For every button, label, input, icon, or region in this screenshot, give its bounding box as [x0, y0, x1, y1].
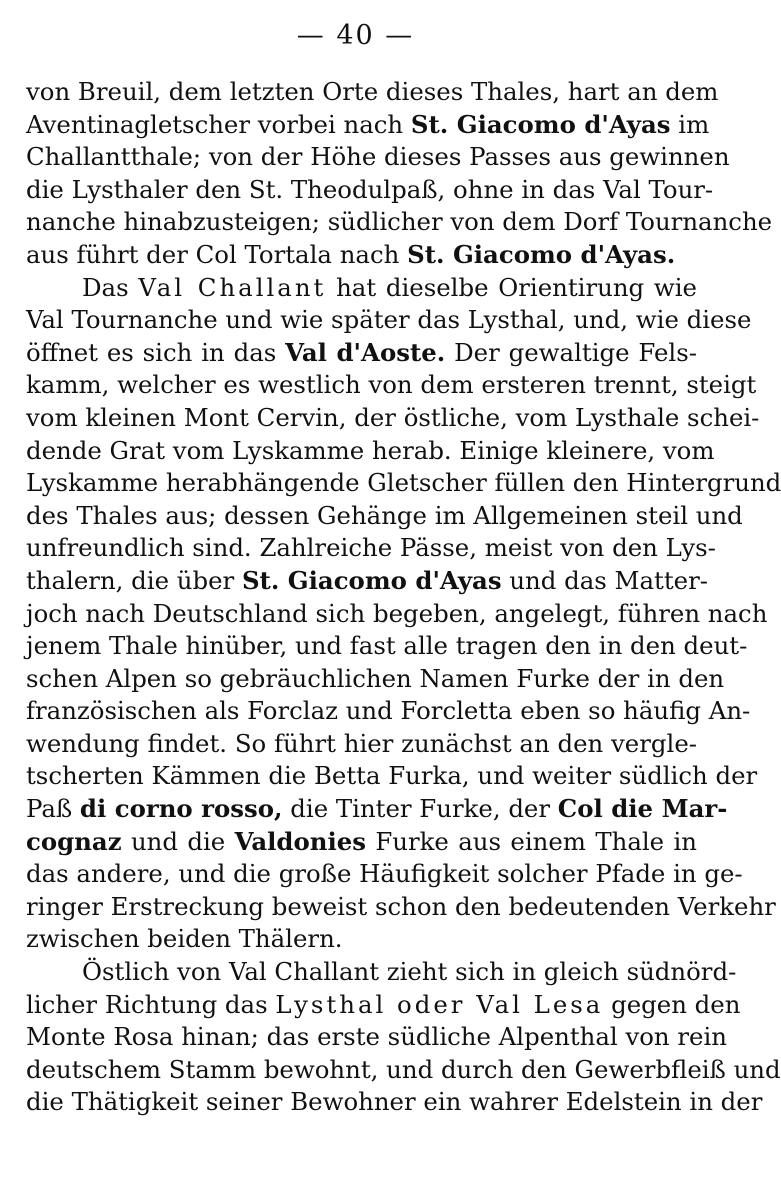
text-line: deutschem Stamm bewohnt, und durch den Gewerbfleiß und — [26, 1054, 781, 1084]
text-line: des Thales aus; dessen Gehänge im Allgemeinen steil und — [26, 500, 743, 530]
text-line: das andere, und die große Häufigkeit solcher Pfade in ge- — [26, 859, 743, 889]
text-line: jenem Thale hinüber, und fast alle tragen den in den deut- — [26, 631, 748, 661]
text-line: Paß di corno rosso, die Tinter Furke, der Col die Mar- — [26, 794, 728, 824]
text-line: licher Richtung das Lysthal oder Val Lesa gegen den — [26, 989, 741, 1019]
emphasis: Val Challant — [138, 272, 327, 302]
place-name: di corno rosso, — [79, 794, 283, 824]
text-line: dende Grat vom Lyskamme herab. Einige kleinere, vom — [26, 435, 715, 465]
place-name: St. Giacomo d'Ayas. — [407, 239, 676, 269]
text-line: cognaz und die Valdonies Furke aus einem Thale in — [26, 826, 697, 856]
place-name: Valdonies — [234, 826, 366, 856]
text-line: Val Tournanche und wie später das Lysthal, und, wie diese — [26, 305, 752, 335]
place-name: Col die Mar- — [557, 794, 728, 824]
text-line: unfreundlich sind. Zahlreiche Pässe, meist von den Lys- — [26, 533, 716, 563]
text-line: aus führt der Col Tortala nach St. Giacomo d'Ayas. — [26, 239, 676, 269]
text-line: schen Alpen so gebräuchlichen Namen Furke der in den — [26, 663, 725, 693]
text-line: Das Val Challant hat dieselbe Orientirung wie — [82, 272, 697, 302]
text-line: wendung findet. So führt hier zunächst an den vergle- — [26, 728, 697, 758]
text-line: joch nach Deutschland sich begeben, angelegt, führen nach — [26, 598, 768, 628]
place-name: St. Giacomo d'Ayas — [410, 109, 671, 139]
text-line: Challantthale; von der Höhe dieses Passes aus gewinnen — [26, 142, 730, 172]
page-number: — 40 — — [296, 20, 415, 51]
text-line: vom kleinen Mont Cervin, der östliche, vom Lysthale schei- — [26, 402, 760, 432]
text-line: von Breuil, dem letzten Orte dieses Thales, hart an dem — [26, 77, 719, 106]
place-name: Val d'Aoste. — [285, 337, 446, 367]
text-line: ringer Erstreckung beweist schon den bedeutenden Verkehr — [26, 891, 776, 921]
text-line: Lyskamme herabhängende Gletscher füllen den Hintergrund — [26, 468, 781, 498]
text-line: kamm, welcher es westlich von dem ersteren trennt, steigt — [26, 370, 757, 400]
text-line: thalern, die über St. Giacomo d'Ayas und das Matter- — [26, 565, 708, 595]
emphasis: Lysthal oder Val Lesa — [275, 989, 604, 1019]
text-line: Monte Rosa hinan; das erste südliche Alpenthal von rein — [26, 1022, 727, 1052]
body-text — [26, 76, 781, 1119]
place-name: cognaz — [26, 826, 122, 856]
text-line: zwischen beiden Thälern. — [26, 924, 343, 954]
text-line: Aventinagletscher vorbei nach St. Giacomo d'Ayas im — [26, 109, 710, 139]
text-line: französischen als Forclaz und Forcletta eben so häufig An- — [26, 696, 751, 726]
text-line: tscherten Kämmen die Betta Furka, und weiter südlich der — [26, 761, 758, 791]
text-line: die Lysthaler den St. Theodulpaß, ohne in das Val Tour- — [26, 174, 714, 204]
text-line: Östlich von Val Challant zieht sich in gleich südnörd- — [82, 957, 737, 987]
text-line: die Thätigkeit seiner Bewohner ein wahrer Edelstein in der — [26, 1087, 763, 1117]
text-line: öffnet es sich in das Val d'Aoste. Der gewaltige Fels- — [26, 337, 697, 367]
place-name: St. Giacomo d'Ayas — [241, 565, 502, 595]
text-line: nanche hinabzusteigen; südlicher von dem Dorf Tournanche — [26, 207, 773, 237]
